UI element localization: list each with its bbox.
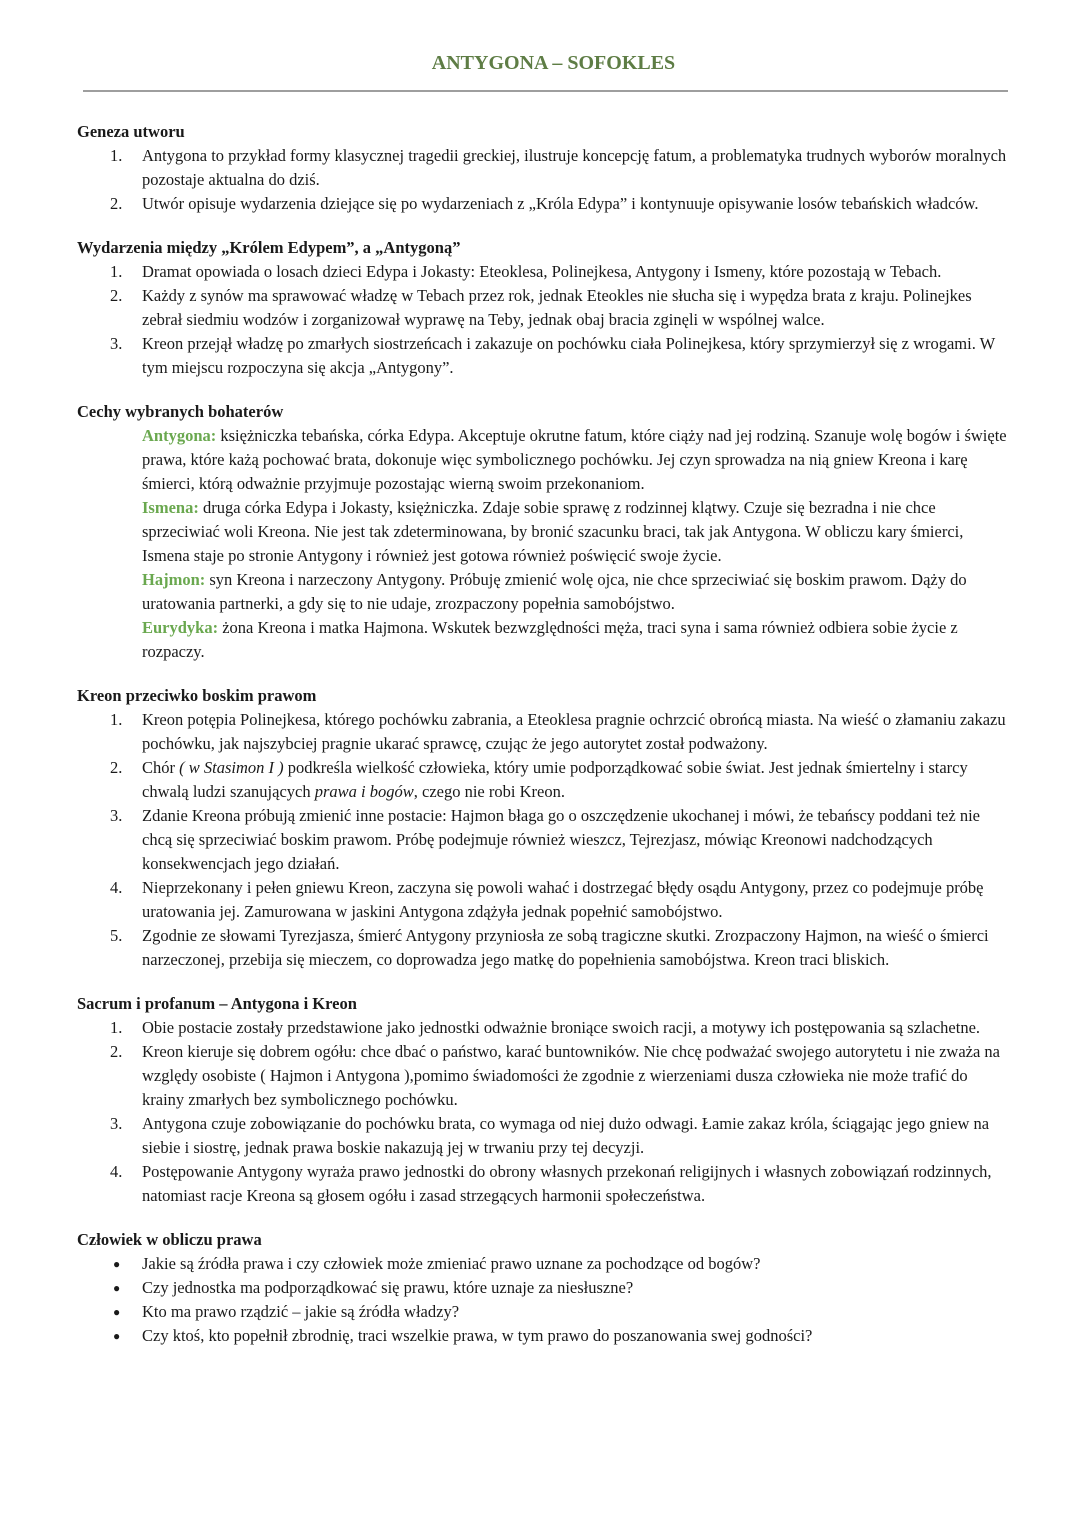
item-text: Utwór opisuje wydarzenia dziejące się po wydarzeniach z „Króla Edypa” i kontynuuje opisywanie losów tebańskich władców.: [142, 194, 979, 213]
list-item: [77, 1300, 1012, 1324]
item-number: 1.: [110, 710, 123, 729]
character-entry: [142, 496, 1012, 568]
item-number: 5.: [110, 926, 123, 945]
title-divider: [83, 90, 1008, 92]
section-heading: Sacrum i profanum – Antygona i Kreon: [77, 994, 357, 1013]
section-heading: Człowiek w obliczu prawa: [77, 1230, 262, 1249]
bullet-icon: ●: [113, 1329, 121, 1343]
item-text: Nieprzekonany i pełen gniewu Kreon, zaczyna się powoli wahać i dostrzegać błędy osądu Antygony, przez co podejmuje próbę uratowania jej. Zamurowana w jaskini Antygona zdążyła jednak popełnić samobójstwo.: [142, 878, 984, 921]
item-text: podkreśla wielkość człowieka, który umie podporządkować sobie świat. Jest jednak śmiertelny i starcy chwalą ludzi szanujących: [142, 758, 968, 801]
item-text: Dramat opowiada o losach dzieci Edypa i Jokasty: Eteoklesa, Polinejkesa, Antygony i Ismeny, które pozostają w Tebach.: [142, 262, 942, 281]
bullet-list: [77, 1252, 1012, 1348]
character-name: Ismena:: [142, 498, 199, 517]
list-item: [77, 924, 1012, 972]
item-text: Zgodnie ze słowami Tyrezjasza, śmierć Antygony przyniosła ze sobą tragiczne skutki. Zrozpaczony Hajmon, na wieść o śmierci narzeczonej, przebija się mieczem, co doprowadza jego matkę do popełnienia samobójstwa. Kreon traci bliskich.: [142, 926, 989, 969]
list-item: [77, 284, 1012, 332]
list-item: [77, 192, 1012, 216]
character-description: księżniczka tebańska, córka Edypa. Akceptuje okrutne fatum, które ciąży nad jej rodziną. Szanuje wolę bogów i święte prawa, które każą pochować brata, dokonuje więc symbolicznego pochówku. Jej czyn sprowadza na nią gniew Kreona i karę śmierci, którą odważnie przyjmuje pozostając wierną swoim przekonaniom.: [142, 426, 1007, 493]
list-item: [77, 804, 1012, 876]
item-text: Każdy z synów ma sprawować władzę w Tebach przez rok, jednak Eteokles nie słucha się i wypędza brata z kraju. Polinejkes zebrał siedmiu wodzów i zorganizował wyprawę na Teby, jednak obaj bracia zginęli w wspólnej walce.: [142, 286, 972, 329]
item-number: 3.: [110, 334, 123, 353]
item-text: Chór: [142, 758, 180, 777]
list-item: [77, 876, 1012, 924]
list-item: [77, 1040, 1012, 1112]
section-heading: Cechy wybranych bohaterów: [77, 402, 284, 421]
section: [77, 236, 1012, 380]
list-item: [77, 260, 1012, 284]
item-text: Obie postacie zostały przedstawione jako jednostki odważnie broniące swoich racji, a motywy ich postępowania są szlachetne.: [142, 1018, 981, 1037]
item-number: 2.: [110, 194, 123, 213]
bullet-icon: ●: [113, 1257, 121, 1271]
bullet-icon: ●: [113, 1305, 121, 1319]
item-number: 2.: [110, 1042, 123, 1061]
document-page: [77, 50, 1012, 1348]
item-text: Antygona czuje zobowiązanie do pochówku brata, co wymaga od niej dużo odwagi. Łamie zakaz króla, ściągając jego gniew na siebie i siostrę, jednak prawa boskie nakazują jej w trwaniu przy tej decyzji.: [142, 1114, 990, 1157]
numbered-list: [77, 708, 1012, 972]
section: [77, 1228, 1012, 1348]
item-text: Czy ktoś, kto popełnił zbrodnię, traci wszelkie prawa, w tym prawo do poszanowania swej godności?: [142, 1326, 813, 1345]
item-number: 4.: [110, 1162, 123, 1181]
italic-text: ( w Stasimon I ): [179, 758, 284, 777]
document-body: [77, 120, 1012, 1348]
list-item: [77, 1112, 1012, 1160]
section-heading: Kreon przeciwko boskim prawom: [77, 686, 317, 705]
character-list: [77, 424, 1012, 664]
character-name: Eurydyka:: [142, 618, 219, 637]
character-name: Hajmon:: [142, 570, 206, 589]
item-text: Kreon potępia Polinejkesa, którego pochówku zabrania, a Eteoklesa pragnie ochrzcić obrońcą miasta. Na wieść o złamaniu zakazu pochówku, jak najszybciej pragnie ukarać sprawcę, czując że jego autorytet został podważony.: [142, 710, 1006, 753]
item-text: Antygona to przykład formy klasycznej tragedii greckiej, ilustruje koncepcję fatum, a problematyka trudnych wyborów moralnych pozostaje aktualna do dziś.: [142, 146, 1007, 189]
list-item: [77, 1160, 1012, 1208]
item-text: Jakie są źródła prawa i czy człowiek może zmieniać prawo uznane za pochodzące od bogów?: [142, 1254, 761, 1273]
section-heading: Geneza utworu: [77, 122, 185, 141]
item-text: Kreon przejął władzę po zmarłych siostrzeńcach i zakazuje on pochówku ciała Polinejkesa, który sprzymierzył się z wrogami. W tym miejscu rozpoczyna się akcja „Antygony”.: [142, 334, 995, 377]
list-item: [77, 1252, 1012, 1276]
item-text: Czy jednostka ma podporządkować się prawu, które uznaje za niesłuszne?: [142, 1278, 634, 1297]
list-item: [77, 756, 1012, 804]
item-number: 2.: [110, 758, 123, 777]
numbered-list: [77, 1016, 1012, 1208]
list-item: [77, 144, 1012, 192]
section: [77, 120, 1012, 216]
item-number: 4.: [110, 878, 123, 897]
list-item: [77, 708, 1012, 756]
section: [77, 684, 1012, 972]
item-text: Kreon kieruje się dobrem ogółu: chce dbać o państwo, karać buntowników. Nie chcę podważać swojego autorytetu i nie zważa na względy osobiste ( Hajmon i Antygona ),pomimo świadomości że zgodnie z wierzeniami dusza człowieka nie może trafić do krainy zmarłych bez symbolicznego pochówku.: [142, 1042, 1000, 1109]
character-name: Antygona:: [142, 426, 217, 445]
character-entry: [142, 424, 1012, 496]
item-number: 1.: [110, 1018, 123, 1037]
section: [77, 992, 1012, 1208]
character-description: syn Kreona i narzeczony Antygony. Próbuję zmienić wolę ojca, nie chce sprzeciwiać się boskim prawom. Dąży do uratowania partnerki, a gdy się to nie udaje, zrozpaczony popełnia samobójstwo.: [142, 570, 967, 613]
character-entry: [142, 616, 1012, 664]
list-item: [77, 332, 1012, 380]
italic-text: prawa i bogów: [314, 782, 414, 801]
item-number: 1.: [110, 146, 123, 165]
character-entry: [142, 568, 1012, 616]
character-description: żona Kreona i matka Hajmona. Wskutek bezwzględności męża, traci syna i sama również odbiera sobie życie z rozpaczy.: [142, 618, 958, 661]
item-number: 3.: [110, 806, 123, 825]
numbered-list: [77, 144, 1012, 216]
bullet-icon: ●: [113, 1281, 121, 1295]
list-item: [77, 1276, 1012, 1300]
numbered-list: [77, 260, 1012, 380]
item-text: Zdanie Kreona próbują zmienić inne postacie: Hajmon błaga go o oszczędzenie ukochanej i mówi, że tebańscy poddani też nie chcą się sprzeciwiać boskim prawom. Próbę podejmuje również wieszcz, Tejrezjasz, mówiąc Kreonowi nadchodzących konsekwencjach jego działań.: [142, 806, 980, 873]
section-heading: Wydarzenia między „Królem Edypem”, a „Antygoną”: [77, 238, 461, 257]
list-item: [77, 1324, 1012, 1348]
item-number: 3.: [110, 1114, 123, 1133]
document-title: ANTYGONA – SOFOKLES: [431, 52, 676, 74]
character-description: druga córka Edypa i Jokasty, księżniczka. Zdaje sobie sprawę z rodzinnej klątwy. Czuje się bezradna i nie chce sprzeciwiać woli Kreona. Nie jest tak zdeterminowana, by bronić szacunku braci, tak jak Antygona. W obliczu kary śmierci, Ismena staje po stronie Antygony i również jest gotowa również poświęcić swoje życie.: [142, 498, 964, 565]
section: [77, 400, 1012, 664]
item-text: , czego nie robi Kreon.: [413, 782, 565, 801]
item-number: 2.: [110, 286, 123, 305]
item-text: Postępowanie Antygony wyraża prawo jednostki do obrony własnych przekonań religijnych i własnych zobowiązań rodzinnych, natomiast racje Kreona są głosem ogółu i zasad strzegących harmonii społeczeństwa.: [142, 1162, 992, 1205]
item-number: 1.: [110, 262, 123, 281]
item-text: Kto ma prawo rządzić – jakie są źródła władzy?: [142, 1302, 460, 1321]
list-item: [77, 1016, 1012, 1040]
